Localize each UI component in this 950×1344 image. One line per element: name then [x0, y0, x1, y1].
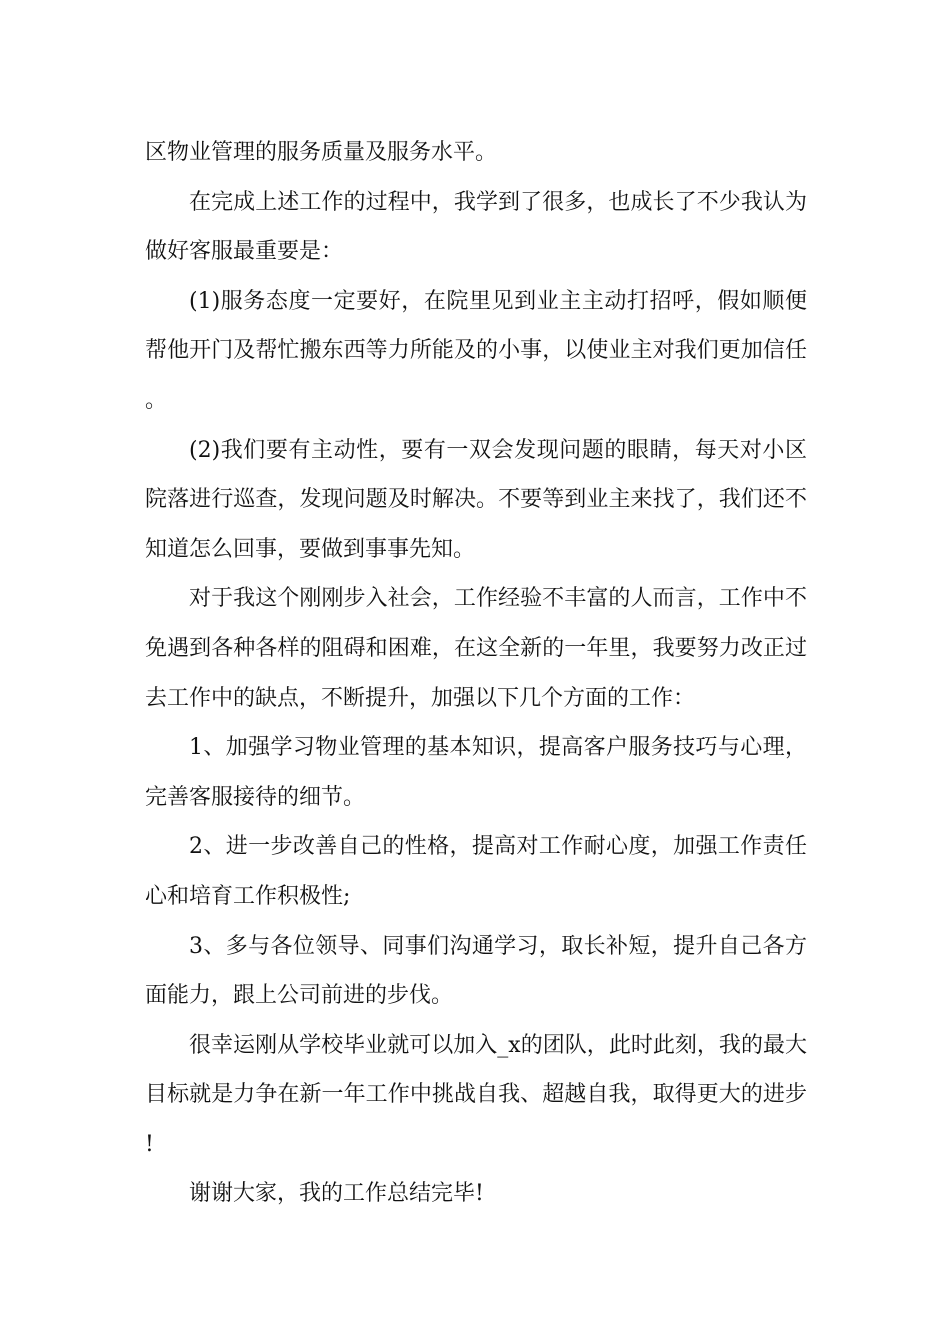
paragraph-closing-goal: 很幸运刚从学校毕业就可以加入_x的团队，此时此刻，我的最大目标就是力争在新一年工作中挑战自我、超越自我，取得更大的进步! [145, 1032, 807, 1157]
paragraph-continuation: 区物业管理的服务质量及服务水平。 [145, 140, 498, 165]
paragraph-lessons-intro: 在完成上述工作的过程中，我学到了很多，也成长了不少我认为做好客服最重要是： [145, 189, 807, 265]
paragraph-improvement-intro: 对于我这个刚刚步入社会，工作经验不丰富的人而言，工作中不免遇到各种各样的阻碍和困难，在这全新的一年里，我要努力改正过去工作中的缺点，不断提升，加强以下几个方面的工作： [145, 586, 807, 711]
paragraph-goal-3: 3、多与各位领导、同事们沟通学习，取长补短，提升自己各方面能力，跟上公司前进的步伐。 [145, 933, 807, 1009]
paragraph-point-2: (2)我们要有主动性，要有一双会发现问题的眼睛，每天对小区院落进行巡查，发现问题及时解决。不要等到业主来找了，我们还不知道怎么回事，要做到事事先知。 [145, 437, 807, 562]
paragraph-point-1: (1)服务态度一定要好，在院里见到业主主动打招呼，假如顺便帮他开门及帮忙搬东西等力所能及的小事，以使业主对我们更加信任。 [145, 288, 807, 413]
document-body [145, 128, 807, 1219]
paragraph-goal-2: 2、进一步改善自己的性格，提高对工作耐心度，加强工作责任心和培育工作积极性; [145, 834, 807, 909]
paragraph-thanks: 谢谢大家，我的工作总结完毕! [189, 1181, 484, 1207]
paragraph-goal-1: 1、加强学习物业管理的基本知识，提高客户服务技巧与心理，完善客服接待的细节。 [145, 735, 807, 810]
